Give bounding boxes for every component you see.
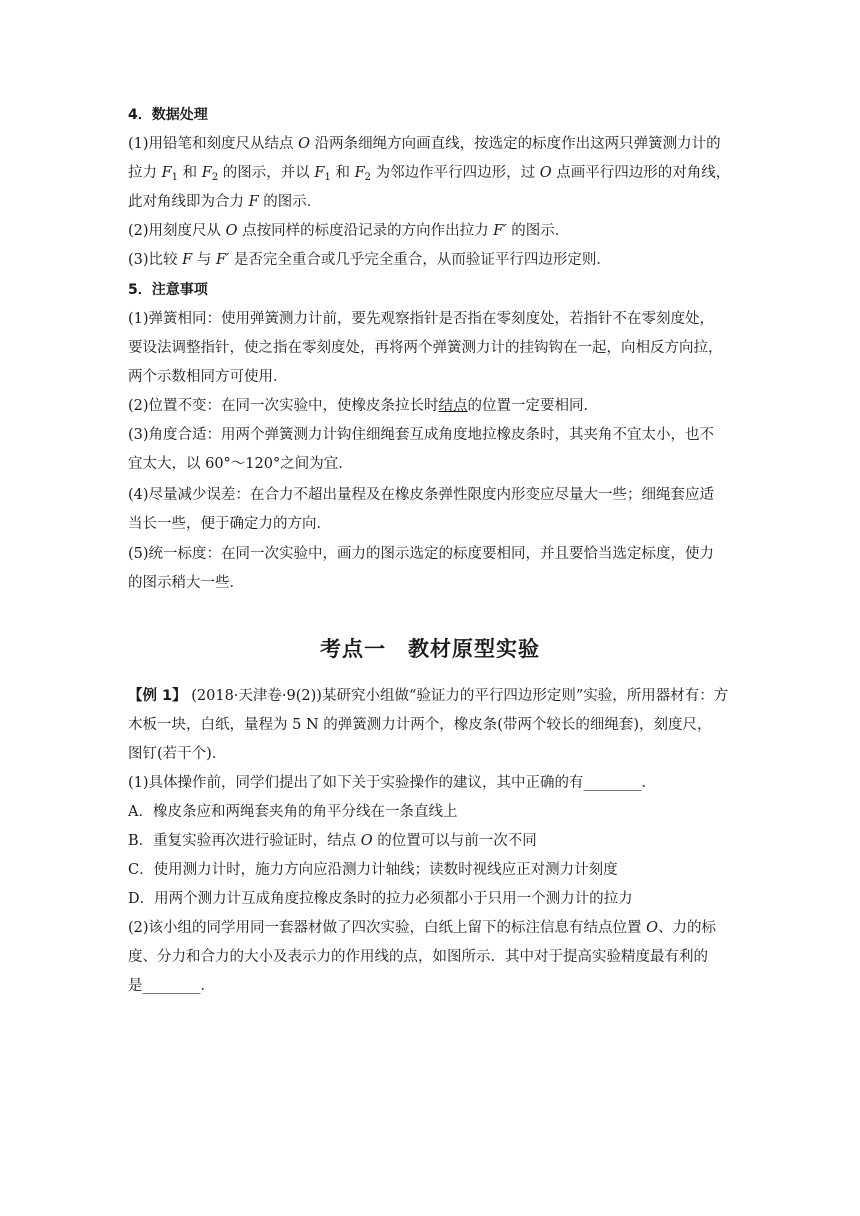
question-2-line-3: 是________． (128, 978, 215, 994)
example-1-line-1: 【例 1】 (2018·天津卷·9(2))某研究小组做“验证力的平行四边形定则”实验，所用器材有：方 (128, 688, 729, 704)
section-5-item-4-line-2: 当长一些，便于确定力的方向． (128, 516, 331, 532)
section-5-item-1-line-1: (1)弹簧相同：使用弹簧测力计前，要先观察指针是否指在零刻度处，若指针不在零刻度处， (128, 311, 715, 327)
option-a: A．橡皮条应和两绳套夹角的角平分线在一条直线上 (128, 804, 458, 820)
section-4-paragraph-3: (3)比较 F 与 F′ 是否完全重合或几乎完全重合，从而验证平行四边形定则． (128, 252, 611, 268)
example-1-line-2: 木板一块，白纸，量程为 5 N 的弹簧测力计两个，橡皮条(带两个较长的细绳套)，刻度尺， (128, 717, 712, 733)
option-c: C．使用测力计时，施力方向应沿测力计轴线；读数时视线应正对测力计刻度 (128, 862, 618, 878)
section-5-item-5-line-2: 的图示稍大一些． (128, 575, 244, 591)
section-5-item-5-line-1: (5)统一标度：在同一次实验中，画力的图示选定的标度要相同，并且要恰当选定标度，使力 (128, 546, 715, 562)
section-5-item-1-line-2: 要设法调整指针，使之指在零刻度处，再将两个弹簧测力计的挂钩钩在一起，向相反方向拉， (128, 340, 723, 356)
example-1-line-3: 图钉(若干个)． (128, 746, 227, 762)
question-1: (1)具体操作前，同学们提出了如下关于实验操作的建议，其中正确的有________． (128, 775, 657, 791)
section-4-heading: 4．数据处理 (128, 107, 208, 123)
section-5-item-2: (2)位置不变：在同一次实验中，使橡皮条拉长时结点的位置一定要相同． (128, 398, 599, 414)
question-2-line-1: (2)该小组的同学用同一套器材做了四次实验，白纸上留下的标注信息有结点位置 O、力的标 (128, 920, 717, 936)
section-4-paragraph-1-line-1: (1)用铅笔和刻度尺从结点 O 沿两条细绳方向画直线，按选定的标度作出这两只弹簧测力计的 (128, 136, 721, 152)
section-5-heading: 5．注意事项 (128, 282, 208, 298)
option-b: B．重复实验再次进行验证时，结点 O 的位置可以与前一次不同 (128, 833, 537, 849)
section-4-paragraph-1-line-2: 拉力 $F_1$ 和 $F_2$ 的图示，并以 $F_1$ 和 $F_2$ 为邻边作平行四边形，过 O 点画平行四边形的对角线， (128, 165, 731, 183)
section-5-item-3-line-2: 宜太大，以 60°～120°之间为宜． (128, 456, 353, 472)
section-5-item-4-line-1: (4)尽量减少误差：在合力不超出量程及在橡皮条弹性限度内形变应尽量大一些；细绳套应适 (128, 487, 715, 503)
question-2-line-2: 度、分力和合力的大小及表示力的作用线的点，如图所示．其中对于提高实验精度最有利的 (128, 949, 708, 965)
section-title: 考点一 教材原型实验 (320, 637, 540, 661)
example-label: 【例 1】 (128, 688, 187, 704)
option-d: D．用两个测力计互成角度拉橡皮条时的拉力必须都小于只用一个测力计的拉力 (128, 891, 633, 907)
section-4-paragraph-1-line-3: 此对角线即为合力 F 的图示． (128, 194, 322, 210)
section-4-paragraph-2: (2)用刻度尺从 O 点按同样的标度沿记录的方向作出拉力 F′ 的图示． (128, 223, 570, 239)
section-5-item-3-line-1: (3)角度合适：用两个弹簧测力计钩住细绳套互成角度地拉橡皮条时，其夹角不宜太小，也不 (128, 427, 715, 443)
section-5-item-1-line-3: 两个示数相同方可使用． (128, 369, 288, 385)
